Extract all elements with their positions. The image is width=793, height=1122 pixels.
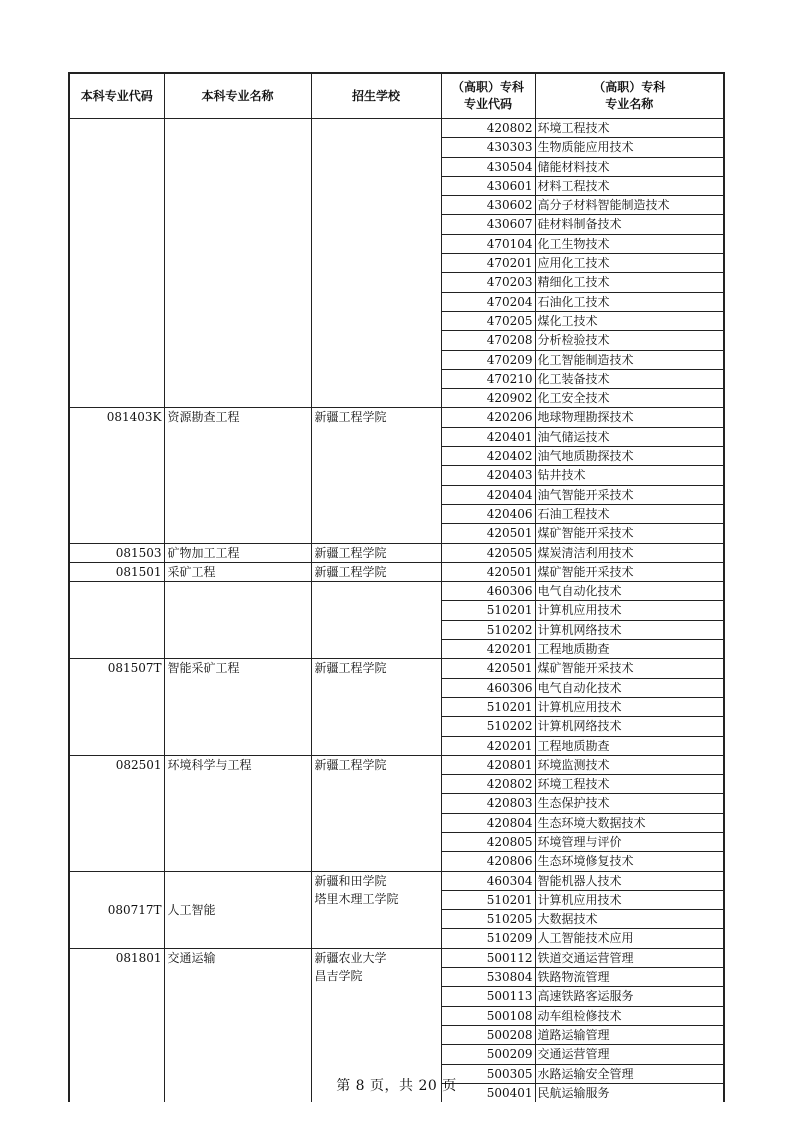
table-row	[69, 562, 724, 581]
undergrad-code-cell: 081503	[69, 543, 164, 562]
vocational-code-cell: 420806	[441, 852, 535, 871]
vocational-code-cell: 420206	[441, 408, 535, 427]
vocational-name-cell: 铁道交通运营管理	[535, 948, 724, 967]
undergrad-code-cell	[69, 119, 164, 408]
vocational-code-cell: 430602	[441, 196, 535, 215]
vocational-name-cell: 油气储运技术	[535, 427, 724, 446]
table-row	[69, 408, 724, 427]
undergrad-name-cell	[164, 582, 311, 659]
vocational-code-cell: 500401	[441, 1083, 535, 1102]
table-row	[69, 871, 724, 890]
vocational-name-cell: 化工生物技术	[535, 234, 724, 253]
vocational-name-cell: 电气自动化技术	[535, 582, 724, 601]
header-undergrad-code: 本科专业代码	[69, 73, 164, 119]
vocational-name-cell: 生态环境修复技术	[535, 852, 724, 871]
vocational-name-cell: 油气智能开采技术	[535, 485, 724, 504]
table-row	[69, 119, 724, 138]
vocational-name-cell: 精细化工技术	[535, 273, 724, 292]
vocational-code-cell: 460304	[441, 871, 535, 890]
undergrad-code-cell: 081501	[69, 562, 164, 581]
undergrad-code-cell: 082501	[69, 755, 164, 871]
vocational-name-cell: 高分子材料智能制造技术	[535, 196, 724, 215]
school-name: 昌吉学院	[314, 969, 363, 984]
vocational-name-cell: 大数据技术	[535, 910, 724, 929]
undergrad-name-cell	[164, 119, 311, 408]
vocational-code-cell: 420803	[441, 794, 535, 813]
vocational-code-cell: 510202	[441, 717, 535, 736]
vocational-code-cell: 470209	[441, 350, 535, 369]
vocational-code-cell: 530804	[441, 968, 535, 987]
vocational-name-cell: 地球物理勘探技术	[535, 408, 724, 427]
vocational-code-cell: 500108	[441, 1006, 535, 1025]
page-footer: 第 8 页，共 20 页	[336, 1078, 457, 1094]
undergrad-name-cell: 智能采矿工程	[164, 659, 311, 755]
vocational-name-cell: 化工安全技术	[535, 389, 724, 408]
vocational-name-cell: 生物质能应用技术	[535, 138, 724, 157]
header-row	[69, 73, 724, 119]
school-cell	[311, 543, 441, 562]
vocational-name-cell: 石油化工技术	[535, 292, 724, 311]
undergrad-code-cell: 081403K	[69, 408, 164, 543]
header-vocational-code: （高职）专科 专业代码	[441, 73, 535, 119]
vocational-code-cell: 510202	[441, 620, 535, 639]
vocational-code-cell: 500112	[441, 948, 535, 967]
table-row	[69, 948, 724, 967]
undergrad-code-cell: 081801	[69, 948, 164, 1102]
vocational-code-cell: 420805	[441, 832, 535, 851]
undergrad-name-cell: 交通运输	[164, 948, 311, 1102]
vocational-name-cell: 计算机应用技术	[535, 601, 724, 620]
vocational-name-cell: 环境监测技术	[535, 755, 724, 774]
undergrad-name-cell: 人工智能	[164, 871, 311, 948]
vocational-name-cell: 工程地质勘查	[535, 640, 724, 659]
vocational-code-cell: 500208	[441, 1025, 535, 1044]
vocational-code-cell: 460306	[441, 678, 535, 697]
vocational-name-cell: 煤炭清洁利用技术	[535, 543, 724, 562]
undergrad-code-cell: 080717T	[69, 871, 164, 948]
table-row	[69, 659, 724, 678]
vocational-name-cell: 工程地质勘查	[535, 736, 724, 755]
vocational-code-cell: 420801	[441, 755, 535, 774]
vocational-name-cell: 材料工程技术	[535, 176, 724, 195]
vocational-code-cell: 470205	[441, 311, 535, 330]
vocational-code-cell: 500113	[441, 987, 535, 1006]
major-mapping-table	[68, 72, 725, 1102]
vocational-code-cell: 430607	[441, 215, 535, 234]
vocational-name-cell: 钻井技术	[535, 466, 724, 485]
vocational-code-cell: 420802	[441, 775, 535, 794]
vocational-name-cell: 计算机应用技术	[535, 890, 724, 909]
vocational-code-cell: 420402	[441, 447, 535, 466]
table-body	[69, 119, 724, 1103]
vocational-code-cell: 420401	[441, 427, 535, 446]
vocational-name-cell: 电气自动化技术	[535, 678, 724, 697]
header-vocational-name: （高职）专科 专业名称	[535, 73, 724, 119]
vocational-code-cell: 430601	[441, 176, 535, 195]
vocational-name-cell: 环境工程技术	[535, 775, 724, 794]
vocational-code-cell: 420501	[441, 659, 535, 678]
school-name: 新疆工程学院	[314, 757, 387, 772]
undergrad-name-cell: 采矿工程	[164, 562, 311, 581]
vocational-name-cell: 铁路物流管理	[535, 968, 724, 987]
vocational-code-cell: 420403	[441, 466, 535, 485]
vocational-code-cell: 420404	[441, 485, 535, 504]
table-row	[69, 543, 724, 562]
vocational-code-cell: 430504	[441, 157, 535, 176]
vocational-name-cell: 动车组检修技术	[535, 1006, 724, 1025]
vocational-name-cell: 计算机网络技术	[535, 717, 724, 736]
vocational-name-cell: 环境工程技术	[535, 119, 724, 138]
vocational-code-cell: 470104	[441, 234, 535, 253]
table-row	[69, 582, 724, 601]
school-cell	[311, 562, 441, 581]
undergrad-code-cell	[69, 582, 164, 659]
school-name: 塔里木理工学院	[314, 891, 399, 906]
vocational-name-cell: 环境管理与评价	[535, 832, 724, 851]
header-undergrad-name: 本科专业名称	[164, 73, 311, 119]
vocational-name-cell: 道路运输管理	[535, 1025, 724, 1044]
vocational-name-cell: 生态环境大数据技术	[535, 813, 724, 832]
school-name: 新疆工程学院	[314, 564, 387, 579]
vocational-code-cell: 420501	[441, 524, 535, 543]
school-cell	[311, 119, 441, 408]
vocational-code-cell: 500209	[441, 1045, 535, 1064]
school-name: 新疆工程学院	[314, 661, 387, 676]
vocational-name-cell: 高速铁路客运服务	[535, 987, 724, 1006]
vocational-name-cell: 分析检验技术	[535, 331, 724, 350]
school-name: 新疆工程学院	[314, 410, 387, 425]
vocational-name-cell: 交通运营管理	[535, 1045, 724, 1064]
undergrad-name-cell: 环境科学与工程	[164, 755, 311, 871]
vocational-name-cell: 硅材料制备技术	[535, 215, 724, 234]
vocational-name-cell: 应用化工技术	[535, 254, 724, 273]
vocational-name-cell: 化工装备技术	[535, 369, 724, 388]
vocational-code-cell: 420902	[441, 389, 535, 408]
vocational-code-cell: 510201	[441, 890, 535, 909]
vocational-code-cell: 430303	[441, 138, 535, 157]
vocational-name-cell: 生态保护技术	[535, 794, 724, 813]
vocational-name-cell: 智能机器人技术	[535, 871, 724, 890]
vocational-code-cell: 470203	[441, 273, 535, 292]
vocational-name-cell: 人工智能技术应用	[535, 929, 724, 948]
vocational-code-cell: 460306	[441, 582, 535, 601]
vocational-code-cell: 470210	[441, 369, 535, 388]
vocational-code-cell: 500305	[441, 1064, 535, 1083]
vocational-code-cell: 420201	[441, 736, 535, 755]
vocational-name-cell: 煤矿智能开采技术	[535, 659, 724, 678]
vocational-code-cell: 510201	[441, 601, 535, 620]
school-cell	[311, 659, 441, 755]
vocational-name-cell: 煤化工技术	[535, 311, 724, 330]
undergrad-name-cell: 资源勘查工程	[164, 408, 311, 543]
school-cell	[311, 755, 441, 871]
vocational-code-cell: 420804	[441, 813, 535, 832]
school-cell	[311, 582, 441, 659]
vocational-name-cell: 水路运输安全管理	[535, 1064, 724, 1083]
vocational-code-cell: 510209	[441, 929, 535, 948]
vocational-code-cell: 470201	[441, 254, 535, 273]
vocational-name-cell: 油气地质勘探技术	[535, 447, 724, 466]
vocational-code-cell: 470204	[441, 292, 535, 311]
vocational-name-cell: 煤矿智能开采技术	[535, 562, 724, 581]
vocational-code-cell: 420406	[441, 504, 535, 523]
vocational-name-cell: 民航运输服务	[535, 1083, 724, 1102]
vocational-code-cell: 420501	[441, 562, 535, 581]
data-table-container	[68, 72, 723, 1102]
undergrad-code-cell: 081507T	[69, 659, 164, 755]
school-name: 新疆农业大学	[314, 950, 387, 965]
vocational-code-cell: 510201	[441, 697, 535, 716]
vocational-code-cell: 420802	[441, 119, 535, 138]
school-cell	[311, 871, 441, 948]
vocational-name-cell: 计算机网络技术	[535, 620, 724, 639]
vocational-name-cell: 石油工程技术	[535, 504, 724, 523]
vocational-code-cell: 420201	[441, 640, 535, 659]
vocational-code-cell: 510205	[441, 910, 535, 929]
undergrad-name-cell: 矿物加工工程	[164, 543, 311, 562]
vocational-name-cell: 储能材料技术	[535, 157, 724, 176]
table-row	[69, 755, 724, 774]
vocational-name-cell: 计算机应用技术	[535, 697, 724, 716]
vocational-code-cell: 420505	[441, 543, 535, 562]
vocational-code-cell: 470208	[441, 331, 535, 350]
school-name: 新疆工程学院	[314, 545, 387, 560]
school-cell	[311, 408, 441, 543]
vocational-name-cell: 煤矿智能开采技术	[535, 524, 724, 543]
vocational-name-cell: 化工智能制造技术	[535, 350, 724, 369]
header-school: 招生学校	[311, 73, 441, 119]
school-name: 新疆和田学院	[314, 873, 387, 888]
